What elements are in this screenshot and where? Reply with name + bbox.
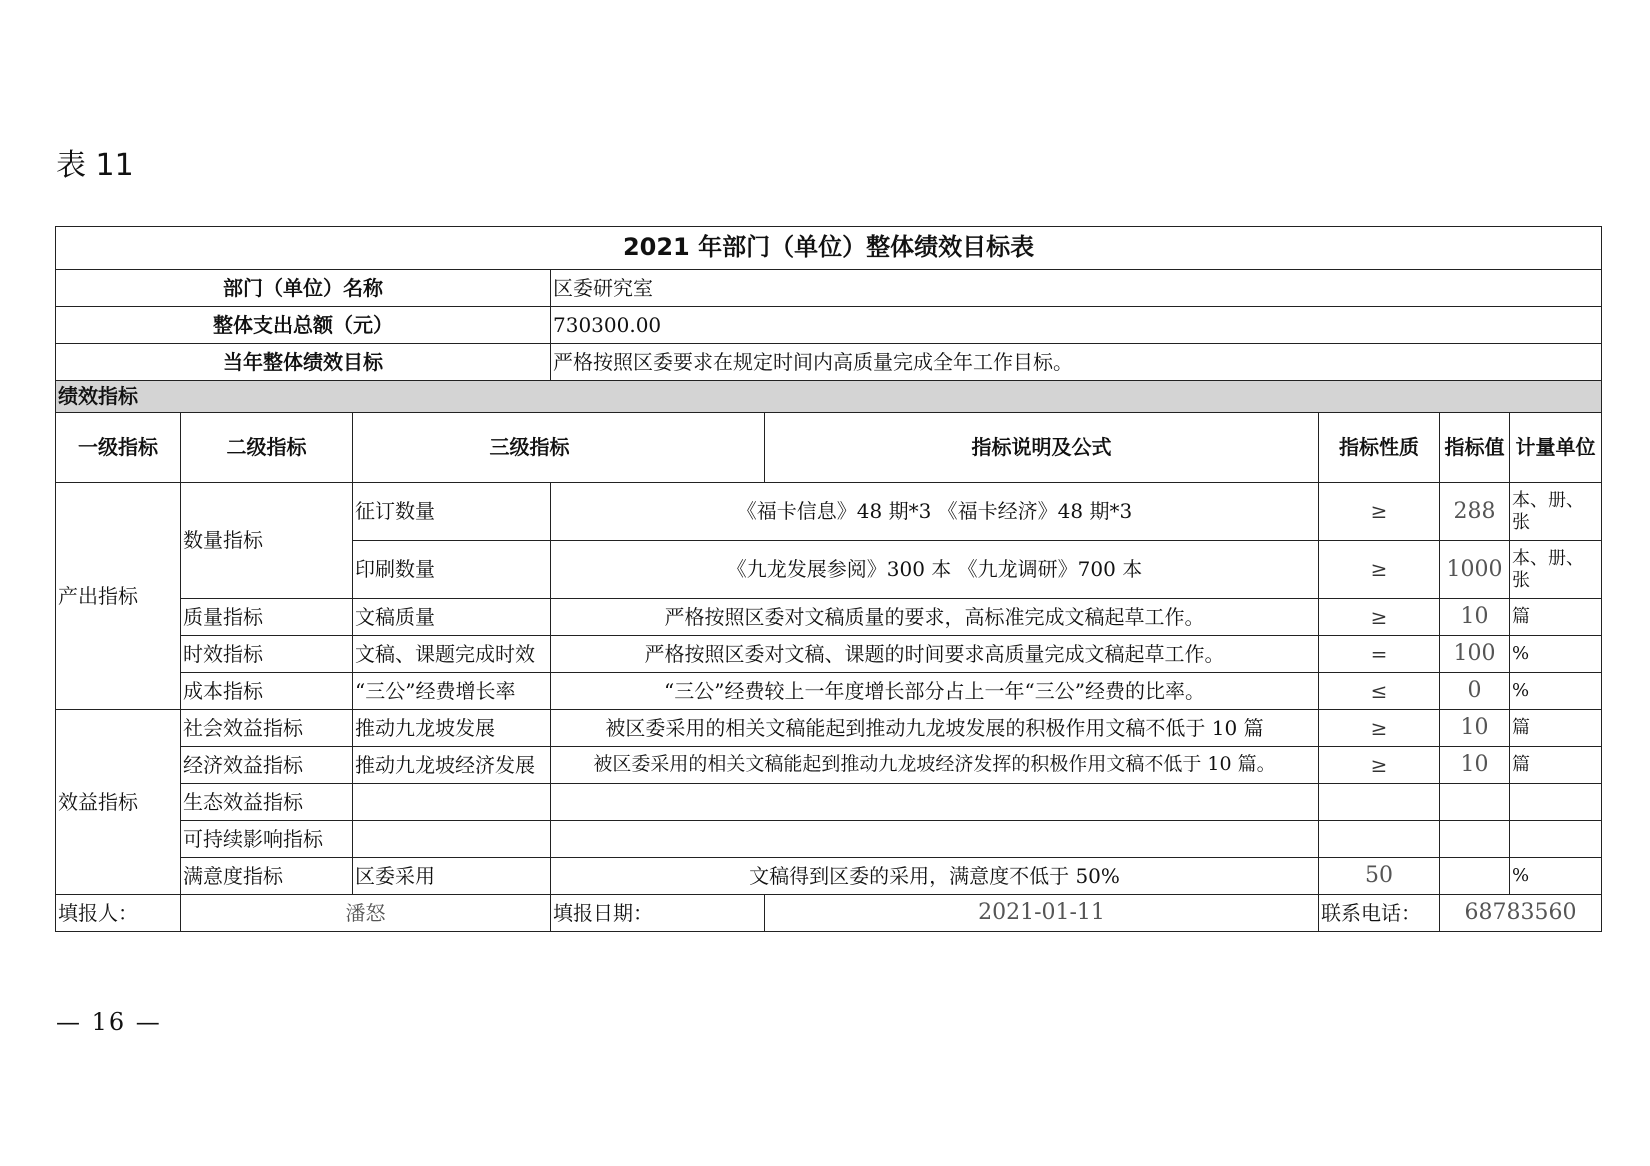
unit-cell [1510,821,1602,858]
level2-cell: 社会效益指标 [181,710,353,747]
value-cell: 100 [1440,636,1510,673]
value-cell: 10 [1440,747,1510,784]
desc-cell: 被区委采用的相关文稿能起到推动九龙坡经济发挥的积极作用文稿不低于 10 篇。 [551,747,1319,784]
level2-cell: 时效指标 [181,636,353,673]
unit-cell: % [1510,673,1602,710]
unit-cell: % [1510,858,1602,895]
header-level2: 二级指标 [181,413,353,483]
table-title: 2021 年部门（单位）整体绩效目标表 [56,227,1602,270]
desc-cell: 《福卡信息》48 期*3 《福卡经济》48 期*3 [551,483,1319,541]
level2-cell: 数量指标 [181,483,353,599]
level2-cell: 经济效益指标 [181,747,353,784]
reporter-value: 潘怒 [181,895,551,932]
level2-cell: 可持续影响指标 [181,821,353,858]
header-nature: 指标性质 [1319,413,1440,483]
level2-cell: 生态效益指标 [181,784,353,821]
unit-cell: 篇 [1510,599,1602,636]
performance-target-table [55,226,1602,932]
level2-cell: 成本指标 [181,673,353,710]
table-row [56,599,1602,636]
level3-cell: “三公”经费增长率 [353,673,551,710]
desc-cell [551,784,1319,821]
table-row [56,784,1602,821]
table-row [56,747,1602,784]
header-level3: 三级指标 [353,413,765,483]
unit-cell: 篇 [1510,710,1602,747]
desc-cell: “三公”经费较上一年度增长部分占上一年“三公”经费的比率。 [551,673,1319,710]
value-cell: 10 [1440,710,1510,747]
header-desc: 指标说明及公式 [765,413,1319,483]
group-benefit-label: 效益指标 [56,710,181,895]
header-row [56,413,1602,483]
level3-cell: 文稿、课题完成时效 [353,636,551,673]
reporter-label: 填报人： [56,895,181,932]
desc-cell: 严格按照区委对文稿质量的要求，高标准完成文稿起草工作。 [551,599,1319,636]
desc-cell: 文稿得到区委的采用，满意度不低于 50% [551,858,1319,895]
nature-cell: ≥ [1319,541,1440,599]
goal-value: 严格按照区委要求在规定时间内高质量完成全年工作目标。 [551,344,1602,381]
dept-label: 部门（单位）名称 [56,270,551,307]
level2-cell: 满意度指标 [181,858,353,895]
title-row [56,227,1602,270]
unit-cell: 本、册、张 [1510,541,1602,599]
level3-cell [353,821,551,858]
group-output-label: 产出指标 [56,483,181,710]
nature-cell: 50 [1319,858,1440,895]
table-row [56,710,1602,747]
level3-cell: 征订数量 [353,483,551,541]
section-row [56,381,1602,413]
header-unit: 计量单位 [1510,413,1602,483]
unit-cell: 篇 [1510,747,1602,784]
desc-cell: 被区委采用的相关文稿能起到推动九龙坡发展的积极作用文稿不低于 10 篇 [551,710,1319,747]
value-cell [1440,784,1510,821]
footer-row [56,895,1602,932]
value-cell [1440,858,1510,895]
table-row [56,821,1602,858]
value-cell: 0 [1440,673,1510,710]
section-label: 绩效指标 [56,381,1602,413]
page-number: — 16 — [56,1008,162,1036]
nature-cell: = [1319,636,1440,673]
table-row [56,636,1602,673]
nature-cell [1319,821,1440,858]
value-cell: 288 [1440,483,1510,541]
level3-cell: 推动九龙坡发展 [353,710,551,747]
header-level1: 一级指标 [56,413,181,483]
nature-cell: ≥ [1319,747,1440,784]
expense-row [56,307,1602,344]
table-row [56,483,1602,541]
dept-row [56,270,1602,307]
unit-cell: 本、册、张 [1510,483,1602,541]
date-value: 2021-01-11 [765,895,1319,932]
table-row [56,673,1602,710]
nature-cell: ≥ [1319,599,1440,636]
table-row [56,858,1602,895]
unit-cell [1510,784,1602,821]
goal-label: 当年整体绩效目标 [56,344,551,381]
nature-cell [1319,784,1440,821]
level3-cell: 区委采用 [353,858,551,895]
level3-cell: 推动九龙坡经济发展 [353,747,551,784]
expense-label: 整体支出总额（元） [56,307,551,344]
dept-value: 区委研究室 [551,270,1602,307]
level3-cell [353,784,551,821]
goal-row [56,344,1602,381]
unit-cell: % [1510,636,1602,673]
desc-cell: 严格按照区委对文稿、课题的时间要求高质量完成文稿起草工作。 [551,636,1319,673]
expense-value: 730300.00 [551,307,1602,344]
nature-cell: ≥ [1319,710,1440,747]
level3-cell: 文稿质量 [353,599,551,636]
desc-cell: 《九龙发展参阅》300 本 《九龙调研》700 本 [551,541,1319,599]
phone-value: 68783560 [1440,895,1602,932]
value-cell: 10 [1440,599,1510,636]
header-value: 指标值 [1440,413,1510,483]
table-number-label: 表 11 [56,148,134,183]
phone-label: 联系电话： [1319,895,1440,932]
nature-cell: ≤ [1319,673,1440,710]
value-cell [1440,821,1510,858]
desc-cell [551,821,1319,858]
value-cell: 1000 [1440,541,1510,599]
level2-cell: 质量指标 [181,599,353,636]
level3-cell: 印刷数量 [353,541,551,599]
date-label: 填报日期： [551,895,765,932]
nature-cell: ≥ [1319,483,1440,541]
